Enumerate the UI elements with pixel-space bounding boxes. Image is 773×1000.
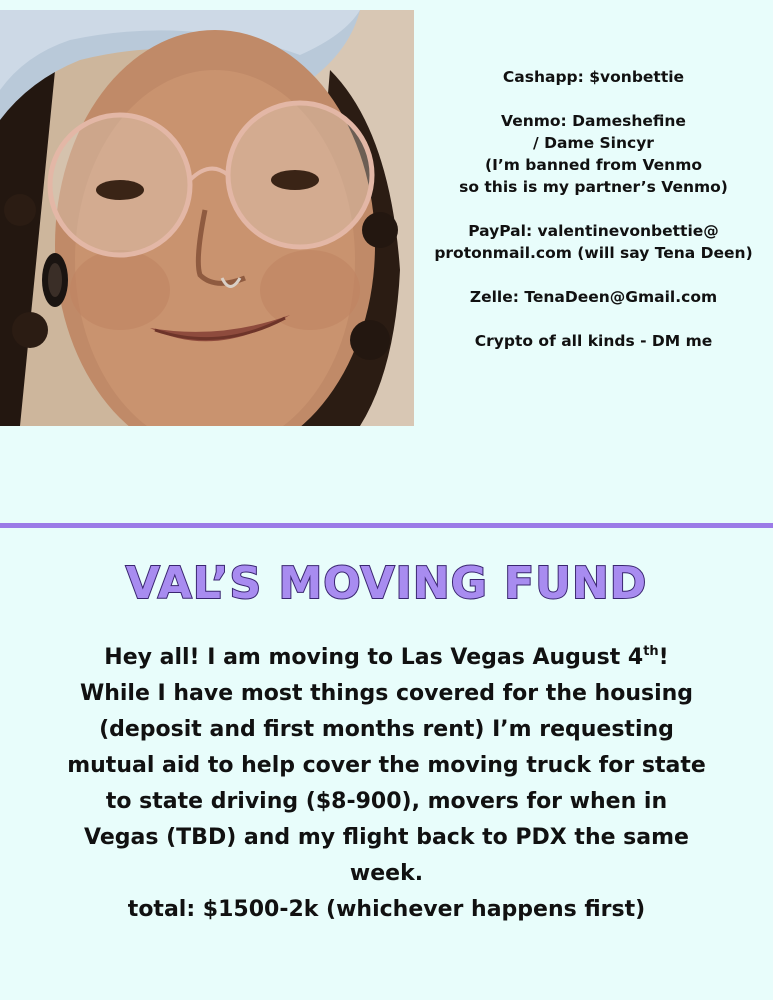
venmo-handle: Venmo: Dameshefine xyxy=(501,112,686,130)
message-line-5: to state driving ($8-900), movers for when in xyxy=(105,789,668,814)
cashapp-handle: Cashapp: $vonbettie xyxy=(502,68,685,86)
zelle-info xyxy=(414,286,773,308)
zelle-handle: Zelle: TenaDeen@Gmail.com xyxy=(469,288,718,306)
message-line-7: week. xyxy=(349,861,424,886)
venmo-note-line-1: (I’m banned from Venmo xyxy=(485,156,702,174)
profile-photo xyxy=(0,10,414,426)
message-line-1-sup: th xyxy=(643,644,659,659)
section-divider xyxy=(0,523,773,528)
venmo-alt-name: / Dame Sincyr xyxy=(533,134,654,152)
message-line-4: mutual aid to help cover the moving truck for state xyxy=(67,753,706,778)
cashapp-info xyxy=(414,66,773,88)
paypal-info xyxy=(414,220,773,264)
page-title: VAL’S MOVING FUND xyxy=(125,558,648,609)
message-line-1-end: ! xyxy=(658,645,669,670)
payment-info xyxy=(414,66,773,374)
paypal-handle-cont: protonmail.com (will say Tena Deen) xyxy=(434,244,753,262)
message-line-1-text: Hey all! I am moving to Las Vegas August 4 xyxy=(104,645,644,670)
fundraiser-message xyxy=(40,640,733,928)
message-line-2: While I have most things covered for the housing xyxy=(79,681,694,706)
crypto-info xyxy=(414,330,773,352)
message-line-6: Vegas (TBD) and my flight back to PDX the same xyxy=(84,825,689,850)
paypal-handle: PayPal: valentinevonbettie@ xyxy=(468,222,719,240)
venmo-note-line-2: so this is my partner’s Venmo) xyxy=(459,178,728,196)
message-line-1 xyxy=(40,640,733,676)
profile-photo-illustration xyxy=(0,10,414,426)
crypto-note: Crypto of all kinds - DM me xyxy=(474,332,713,350)
message-line-3: (deposit and first months rent) I’m requesting xyxy=(99,717,674,742)
message-total: total: $1500-2k (whichever happens first) xyxy=(127,897,646,922)
venmo-info xyxy=(414,110,773,198)
